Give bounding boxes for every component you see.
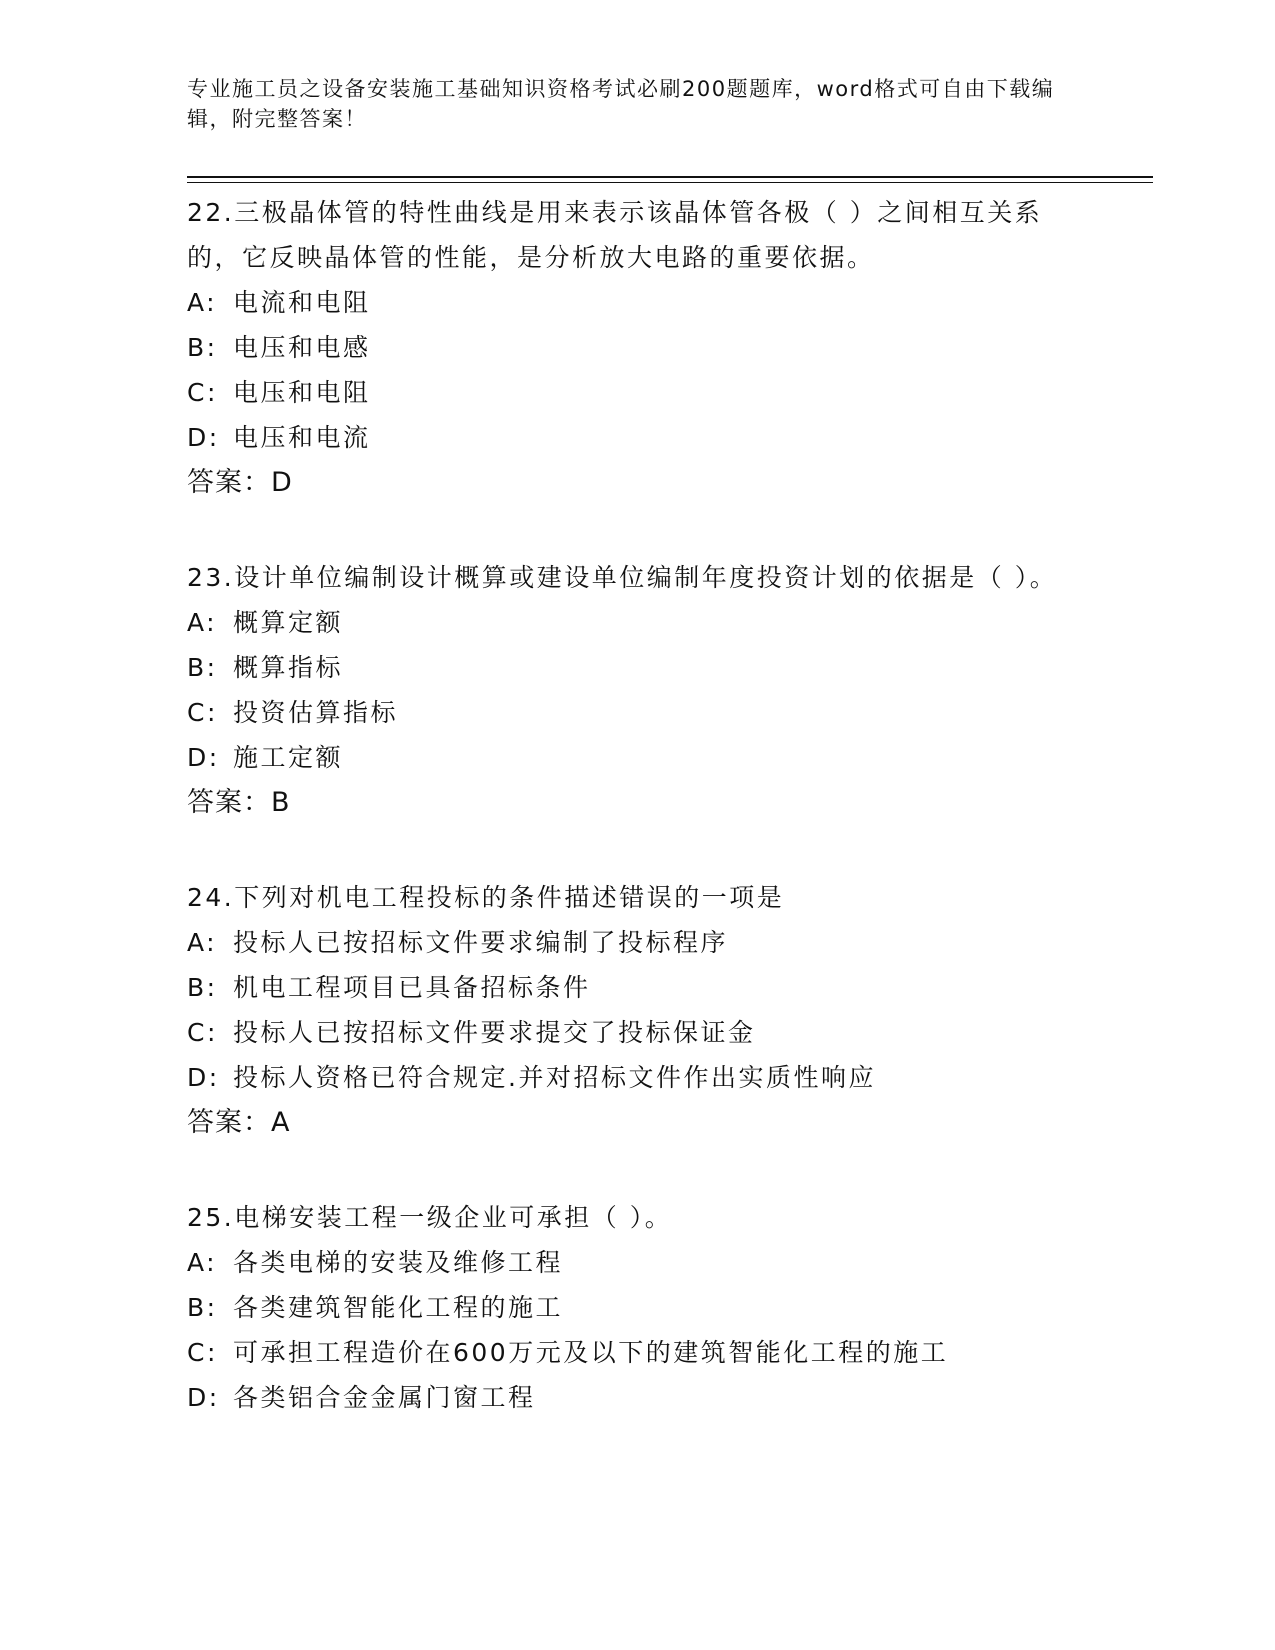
option-a: [187, 280, 1067, 325]
answer-line: 答案：B: [187, 787, 291, 818]
option-text: 概算指标: [233, 653, 344, 682]
option-text: 机电工程项目已具备招标条件: [233, 973, 591, 1002]
option-text: 各类建筑智能化工程的施工: [233, 1293, 564, 1322]
option-b: [187, 325, 1067, 370]
option-a: [187, 920, 1067, 965]
question-25: [187, 1195, 1067, 1420]
option-key: A:: [187, 608, 218, 637]
option-key: A:: [187, 288, 218, 317]
option-key: D:: [187, 743, 220, 772]
question-23: [187, 555, 1067, 825]
option-text: 施工定额: [233, 743, 344, 772]
option-key: D:: [187, 1063, 220, 1092]
question-text: 24.下列对机电工程投标的条件描述错误的一项是: [187, 883, 785, 912]
option-key: A:: [187, 928, 218, 957]
option-c: [187, 1330, 1067, 1375]
option-key: B:: [187, 973, 218, 1002]
option-c: [187, 1010, 1067, 1055]
option-key: C:: [187, 378, 218, 407]
question-text: 23.设计单位编制设计概算或建设单位编制年度投资计划的依据是（ ）。: [187, 563, 1058, 592]
page-header: 专业施工员之设备安装施工基础知识资格考试必刷200题题库，word格式可自由下载编辑，附完整答案！: [187, 77, 1055, 131]
header-rule-thick: [187, 176, 1153, 178]
option-key: D:: [187, 1383, 220, 1412]
question-list: [187, 190, 1067, 1470]
option-a: [187, 1240, 1067, 1285]
answer-line: 答案：A: [187, 1107, 291, 1138]
option-d: [187, 1055, 1067, 1100]
option-d: [187, 1375, 1067, 1420]
option-text: 投资估算指标: [233, 698, 399, 727]
question-text: 22.三极晶体管的特性曲线是用来表示该晶体管各极（ ）之间相互关系的，它反映晶体管的性能，是分析放大电路的重要依据。: [187, 198, 1043, 272]
option-text: 电流和电阻: [233, 288, 371, 317]
option-key: C:: [187, 1338, 218, 1367]
option-key: B:: [187, 1293, 218, 1322]
header-rule-thin: [187, 182, 1153, 183]
option-b: [187, 645, 1067, 690]
option-d: [187, 415, 1067, 460]
option-text: 各类电梯的安装及维修工程: [233, 1248, 564, 1277]
question-24: [187, 875, 1067, 1145]
option-text: 电压和电阻: [233, 378, 371, 407]
option-text: 投标人已按招标文件要求编制了投标程序: [233, 928, 729, 957]
option-text: 概算定额: [233, 608, 344, 637]
question-text: 25.电梯安装工程一级企业可承担（ ）。: [187, 1203, 673, 1232]
option-text: 各类铝合金金属门窗工程: [233, 1383, 536, 1412]
option-key: C:: [187, 1018, 218, 1047]
option-text: 投标人资格已符合规定.并对招标文件作出实质性响应: [233, 1063, 876, 1092]
option-b: [187, 1285, 1067, 1330]
option-key: C:: [187, 698, 218, 727]
option-text: 电压和电流: [233, 423, 371, 452]
option-text: 可承担工程造价在600万元及以下的建筑智能化工程的施工: [233, 1338, 949, 1367]
option-key: D:: [187, 423, 220, 452]
option-c: [187, 370, 1067, 415]
option-key: B:: [187, 653, 218, 682]
option-text: 投标人已按招标文件要求提交了投标保证金: [233, 1018, 756, 1047]
question-22: [187, 190, 1067, 505]
option-c: [187, 690, 1067, 735]
option-d: [187, 735, 1067, 780]
option-key: B:: [187, 333, 218, 362]
option-b: [187, 965, 1067, 1010]
option-text: 电压和电感: [233, 333, 371, 362]
option-key: A:: [187, 1248, 218, 1277]
option-a: [187, 600, 1067, 645]
answer-line: 答案：D: [187, 467, 293, 498]
